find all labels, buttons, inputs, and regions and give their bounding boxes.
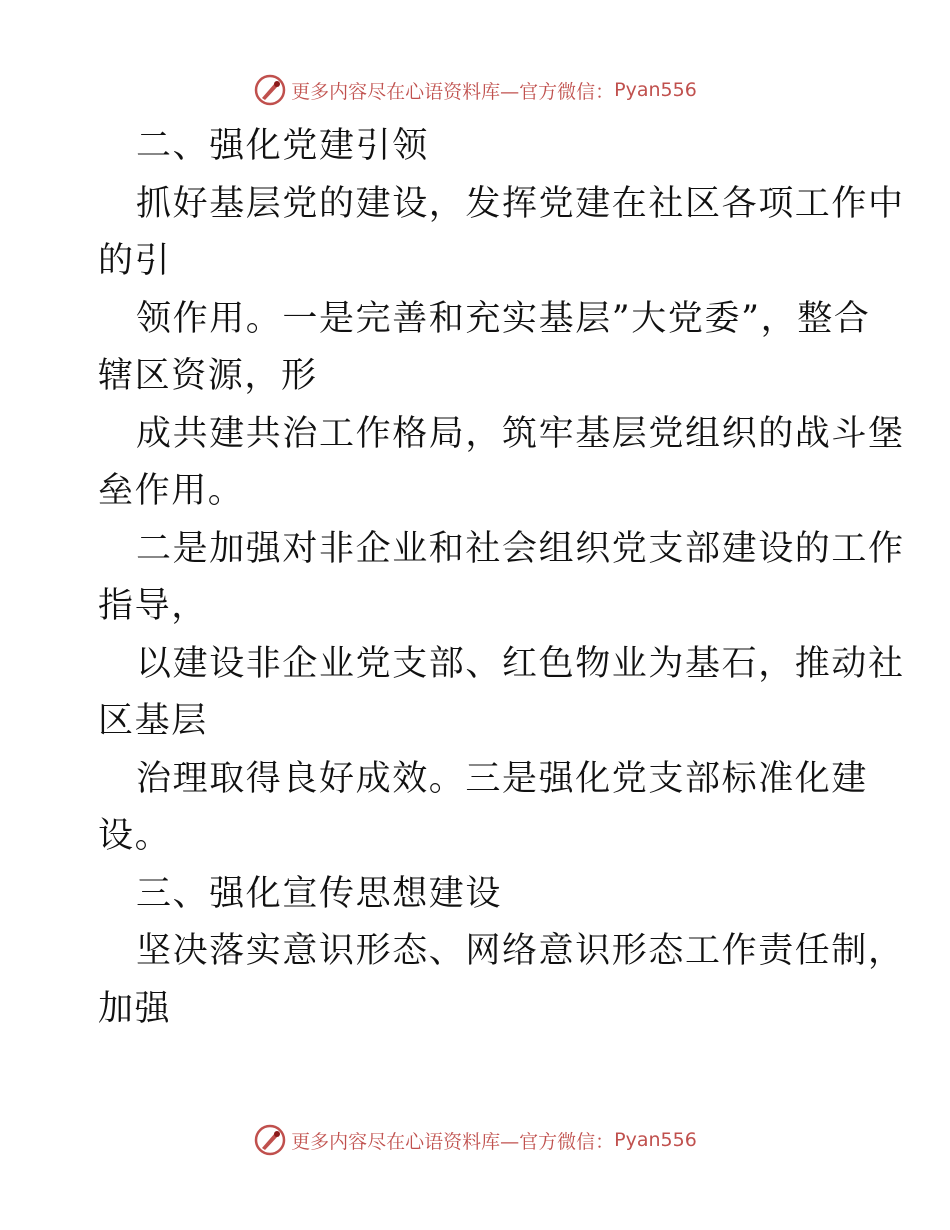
- watermark-wechat-id: Pyan556: [614, 79, 697, 101]
- paragraph-line: 二是加强对非企业和社会组织党支部建设的工作: [136, 528, 905, 569]
- paragraph-line: 加强: [98, 988, 172, 1029]
- document-body: [98, 118, 905, 1038]
- section-heading: 三、强化宣传思想建设: [136, 873, 503, 914]
- paragraph-line: 区基层: [98, 701, 208, 741]
- watermark-wechat-id: Pyan556: [614, 1129, 697, 1151]
- paragraph-line: 设。: [98, 816, 172, 856]
- section-heading: 二、强化党建引领: [136, 126, 429, 166]
- paragraph-line: 抓好基层党的建设，发挥党建在社区各项工作中: [136, 183, 905, 224]
- paragraph-line: 坚决落实意识形态、网络意识形态工作责任制，: [136, 931, 905, 971]
- footer-watermark: [0, 1122, 950, 1158]
- watermark-text: 更多内容尽在心语资料库—官方微信：: [291, 80, 615, 103]
- paragraph-line: 指导，: [98, 586, 208, 626]
- paragraph-line: 领作用。一是完善和充实基层”大党委”，整合: [136, 298, 871, 339]
- watermark-text: 更多内容尽在心语资料库—官方微信：: [291, 1130, 615, 1153]
- quill-logo-icon: [253, 1123, 287, 1157]
- paragraph-line: 治理取得良好成效。三是强化党支部标准化建: [136, 758, 869, 799]
- quill-logo-icon: [253, 73, 287, 107]
- paragraph-line: 成共建共治工作格局，筑牢基层党组织的战斗堡: [136, 413, 905, 454]
- paragraph-line: 的引: [98, 241, 172, 281]
- header-watermark: [0, 72, 950, 108]
- paragraph-line: 以建设非企业党支部、红色物业为基石，推动社: [136, 643, 905, 684]
- paragraph-line: 垒作用。: [98, 471, 245, 511]
- paragraph-line: 辖区资源，形: [98, 356, 318, 396]
